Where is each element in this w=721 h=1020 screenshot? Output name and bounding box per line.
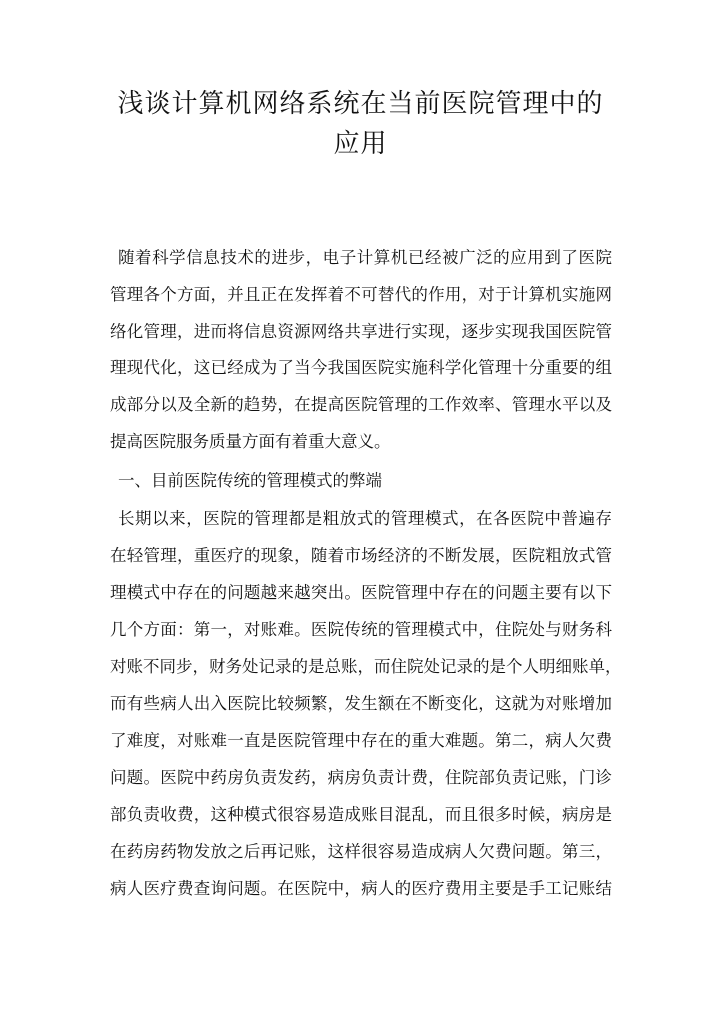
text-line: 络化管理，进而将信息资源网络共享进行实现，逐步实现我国医院管 bbox=[110, 322, 612, 341]
section-heading: 一、目前医院传统的管理模式的弊端 bbox=[118, 471, 382, 490]
text-line: 理模式中存在的问题越来越突出。医院管理中存在的问题主要有以下 bbox=[110, 583, 612, 602]
document-title-line-1: 浅谈计算机网络系统在当前医院管理中的 bbox=[117, 89, 604, 119]
text-line: 病人医疗费查询问题。在医院中，病人的医疗费用主要是手工记账结 bbox=[110, 879, 612, 898]
text-line: 了难度，对账难一直是医院管理中存在的重大难题。第二，病人欠费 bbox=[110, 731, 612, 750]
text-line: 而有些病人出入医院比较频繁，发生额在不断变化，这就为对账增加 bbox=[110, 694, 612, 713]
text-line: 在药房药物发放之后再记账，这样很容易造成病人欠费问题。第三， bbox=[110, 842, 612, 861]
text-line: 提高医院服务质量方面有着重大意义。 bbox=[110, 432, 391, 451]
document-title-line-2: 应用 bbox=[333, 129, 388, 159]
text-line: 成部分以及全新的趋势，在提高医院管理的工作效率、管理水平以及 bbox=[110, 395, 612, 414]
text-line: 随着科学信息技术的进步，电子计算机已经被广泛的应用到了医院 bbox=[118, 248, 612, 267]
text-line: 问题。医院中药房负责发药，病房负责计费，住院部负责记账，门诊 bbox=[110, 768, 612, 787]
text-line: 管理各个方面，并且正在发挥着不可替代的作用，对于计算机实施网 bbox=[110, 285, 612, 304]
text-line: 几个方面：第一，对账难。医院传统的管理模式中，住院处与财务科 bbox=[110, 620, 612, 639]
text-line: 在轻管理，重医疗的现象，随着市场经济的不断发展，医院粗放式管 bbox=[110, 546, 612, 565]
text-line: 对账不同步，财务处记录的是总账，而住院处记录的是个人明细账单， bbox=[110, 657, 622, 676]
text-line: 理现代化，这已经成为了当今我国医院实施科学化管理十分重要的组 bbox=[110, 358, 612, 377]
text-line: 长期以来，医院的管理都是粗放式的管理模式，在各医院中普遍存 bbox=[118, 509, 612, 528]
text-line: 部负责收费，这种模式很容易造成账目混乱，而且很多时候，病房是 bbox=[110, 805, 612, 824]
